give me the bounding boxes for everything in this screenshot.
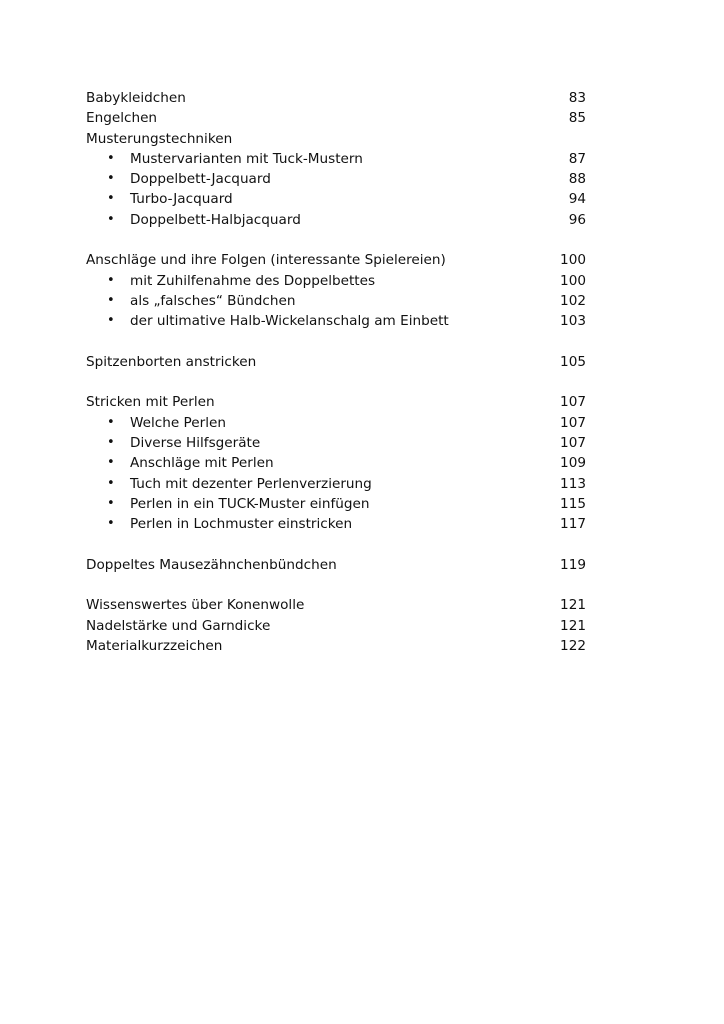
toc-subentry	[86, 311, 586, 331]
toc-page-number: 100	[560, 272, 586, 289]
toc-entry-title: als „falsches“ Bündchen	[130, 292, 296, 309]
toc-subentry	[86, 169, 586, 189]
toc-subentry	[86, 210, 586, 230]
toc-entry-title: Nadelstärke und Garndicke	[86, 617, 271, 634]
toc-subentry	[86, 433, 586, 453]
toc-page-number: 113	[560, 475, 586, 492]
toc-page-number: 119	[560, 556, 586, 573]
toc-entry-title: Perlen in ein TUCK-Muster einfügen	[130, 495, 370, 512]
toc-page-number: 107	[560, 435, 586, 452]
bullet-icon: •	[107, 495, 115, 511]
bullet-icon: •	[107, 475, 115, 491]
toc-page-number: 115	[560, 495, 586, 512]
toc-entry	[86, 250, 586, 270]
toc-entry-title: Engelchen	[86, 110, 158, 127]
toc-entry-title: Doppeltes Mausezähnchenbündchen	[86, 556, 337, 573]
bullet-icon: •	[107, 211, 115, 227]
toc-entry-title: Perlen in Lochmuster einstricken	[130, 516, 353, 533]
toc-entry	[86, 88, 586, 108]
toc-subentry	[86, 453, 586, 473]
bullet-icon: •	[107, 313, 115, 329]
bullet-icon: •	[107, 414, 115, 430]
toc-page-number: 94	[568, 191, 586, 208]
toc-page-number: 102	[560, 292, 586, 309]
toc-subentry	[86, 271, 586, 291]
toc-entry	[86, 352, 586, 372]
bullet-icon: •	[107, 292, 115, 308]
toc-page-number: 107	[560, 414, 586, 431]
toc-subentry	[86, 189, 586, 209]
toc-entry-title: Tuch mit dezenter Perlenverzierung	[130, 475, 372, 492]
bullet-icon: •	[107, 455, 115, 471]
toc-subentry	[86, 514, 586, 534]
toc-page-number: 121	[560, 617, 586, 634]
toc-page-number: 117	[560, 516, 586, 533]
toc-entry-title: Mustervarianten mit Tuck-Mustern	[130, 150, 363, 167]
toc-page-number: 96	[568, 211, 586, 228]
toc-entry-title: Turbo-Jacquard	[130, 191, 233, 208]
toc-page-number: 100	[560, 252, 586, 269]
bullet-icon: •	[107, 435, 115, 451]
toc-entry-title: Anschläge und ihre Folgen (interessante Spielereien)	[86, 252, 446, 269]
toc-entry-title: Stricken mit Perlen	[86, 394, 215, 411]
toc-entry-title: Spitzenborten anstricken	[86, 353, 257, 370]
toc-entry-title: mit Zuhilfenahme des Doppelbettes	[130, 272, 376, 289]
toc-entry-title: Anschläge mit Perlen	[130, 455, 274, 472]
toc-entry	[86, 636, 586, 656]
toc-subentry	[86, 291, 586, 311]
toc-entry-title: Babykleidchen	[86, 90, 186, 106]
toc-page-number: 107	[560, 394, 586, 411]
toc-entry	[86, 392, 586, 412]
toc-entry	[86, 129, 586, 149]
toc-entry-title: Materialkurzzeichen	[86, 638, 223, 655]
toc-subentry	[86, 494, 586, 514]
bullet-icon: •	[107, 272, 115, 288]
toc-page-number: 88	[568, 171, 586, 188]
toc-entry-title: Wissenswertes über Konenwolle	[86, 597, 305, 614]
toc-page-number: 121	[560, 597, 586, 614]
bullet-icon: •	[107, 171, 115, 187]
toc-entry-title: Doppelbett-Halbjacquard	[130, 211, 301, 228]
toc-entry	[86, 595, 586, 615]
toc-subentry	[86, 413, 586, 433]
toc-subentry	[86, 474, 586, 494]
toc-page-number: 109	[560, 455, 586, 472]
bullet-icon: •	[107, 191, 115, 207]
toc-page-number: 105	[560, 353, 586, 370]
toc-page-number: 87	[568, 150, 586, 167]
toc-page-number: 83	[568, 90, 586, 106]
toc-page-number: 122	[560, 638, 586, 655]
toc-entry-title: Doppelbett-Jacquard	[130, 171, 271, 188]
bullet-icon: •	[107, 150, 115, 166]
toc-entry-title: Welche Perlen	[130, 414, 226, 431]
toc-entry	[86, 616, 586, 636]
toc-page-number: 103	[560, 313, 586, 330]
toc-subentry	[86, 149, 586, 169]
toc-entry	[86, 555, 586, 575]
toc-entry-title: der ultimative Halb-Wickelanschalg am Einbett	[130, 313, 449, 330]
table-of-contents	[86, 88, 586, 656]
toc-entry	[86, 108, 586, 128]
bullet-icon: •	[107, 516, 115, 532]
toc-page-number: 85	[568, 110, 586, 127]
toc-entry-title: Musterungstechniken	[86, 130, 233, 147]
toc-entry-title: Diverse Hilfsgeräte	[130, 435, 261, 452]
